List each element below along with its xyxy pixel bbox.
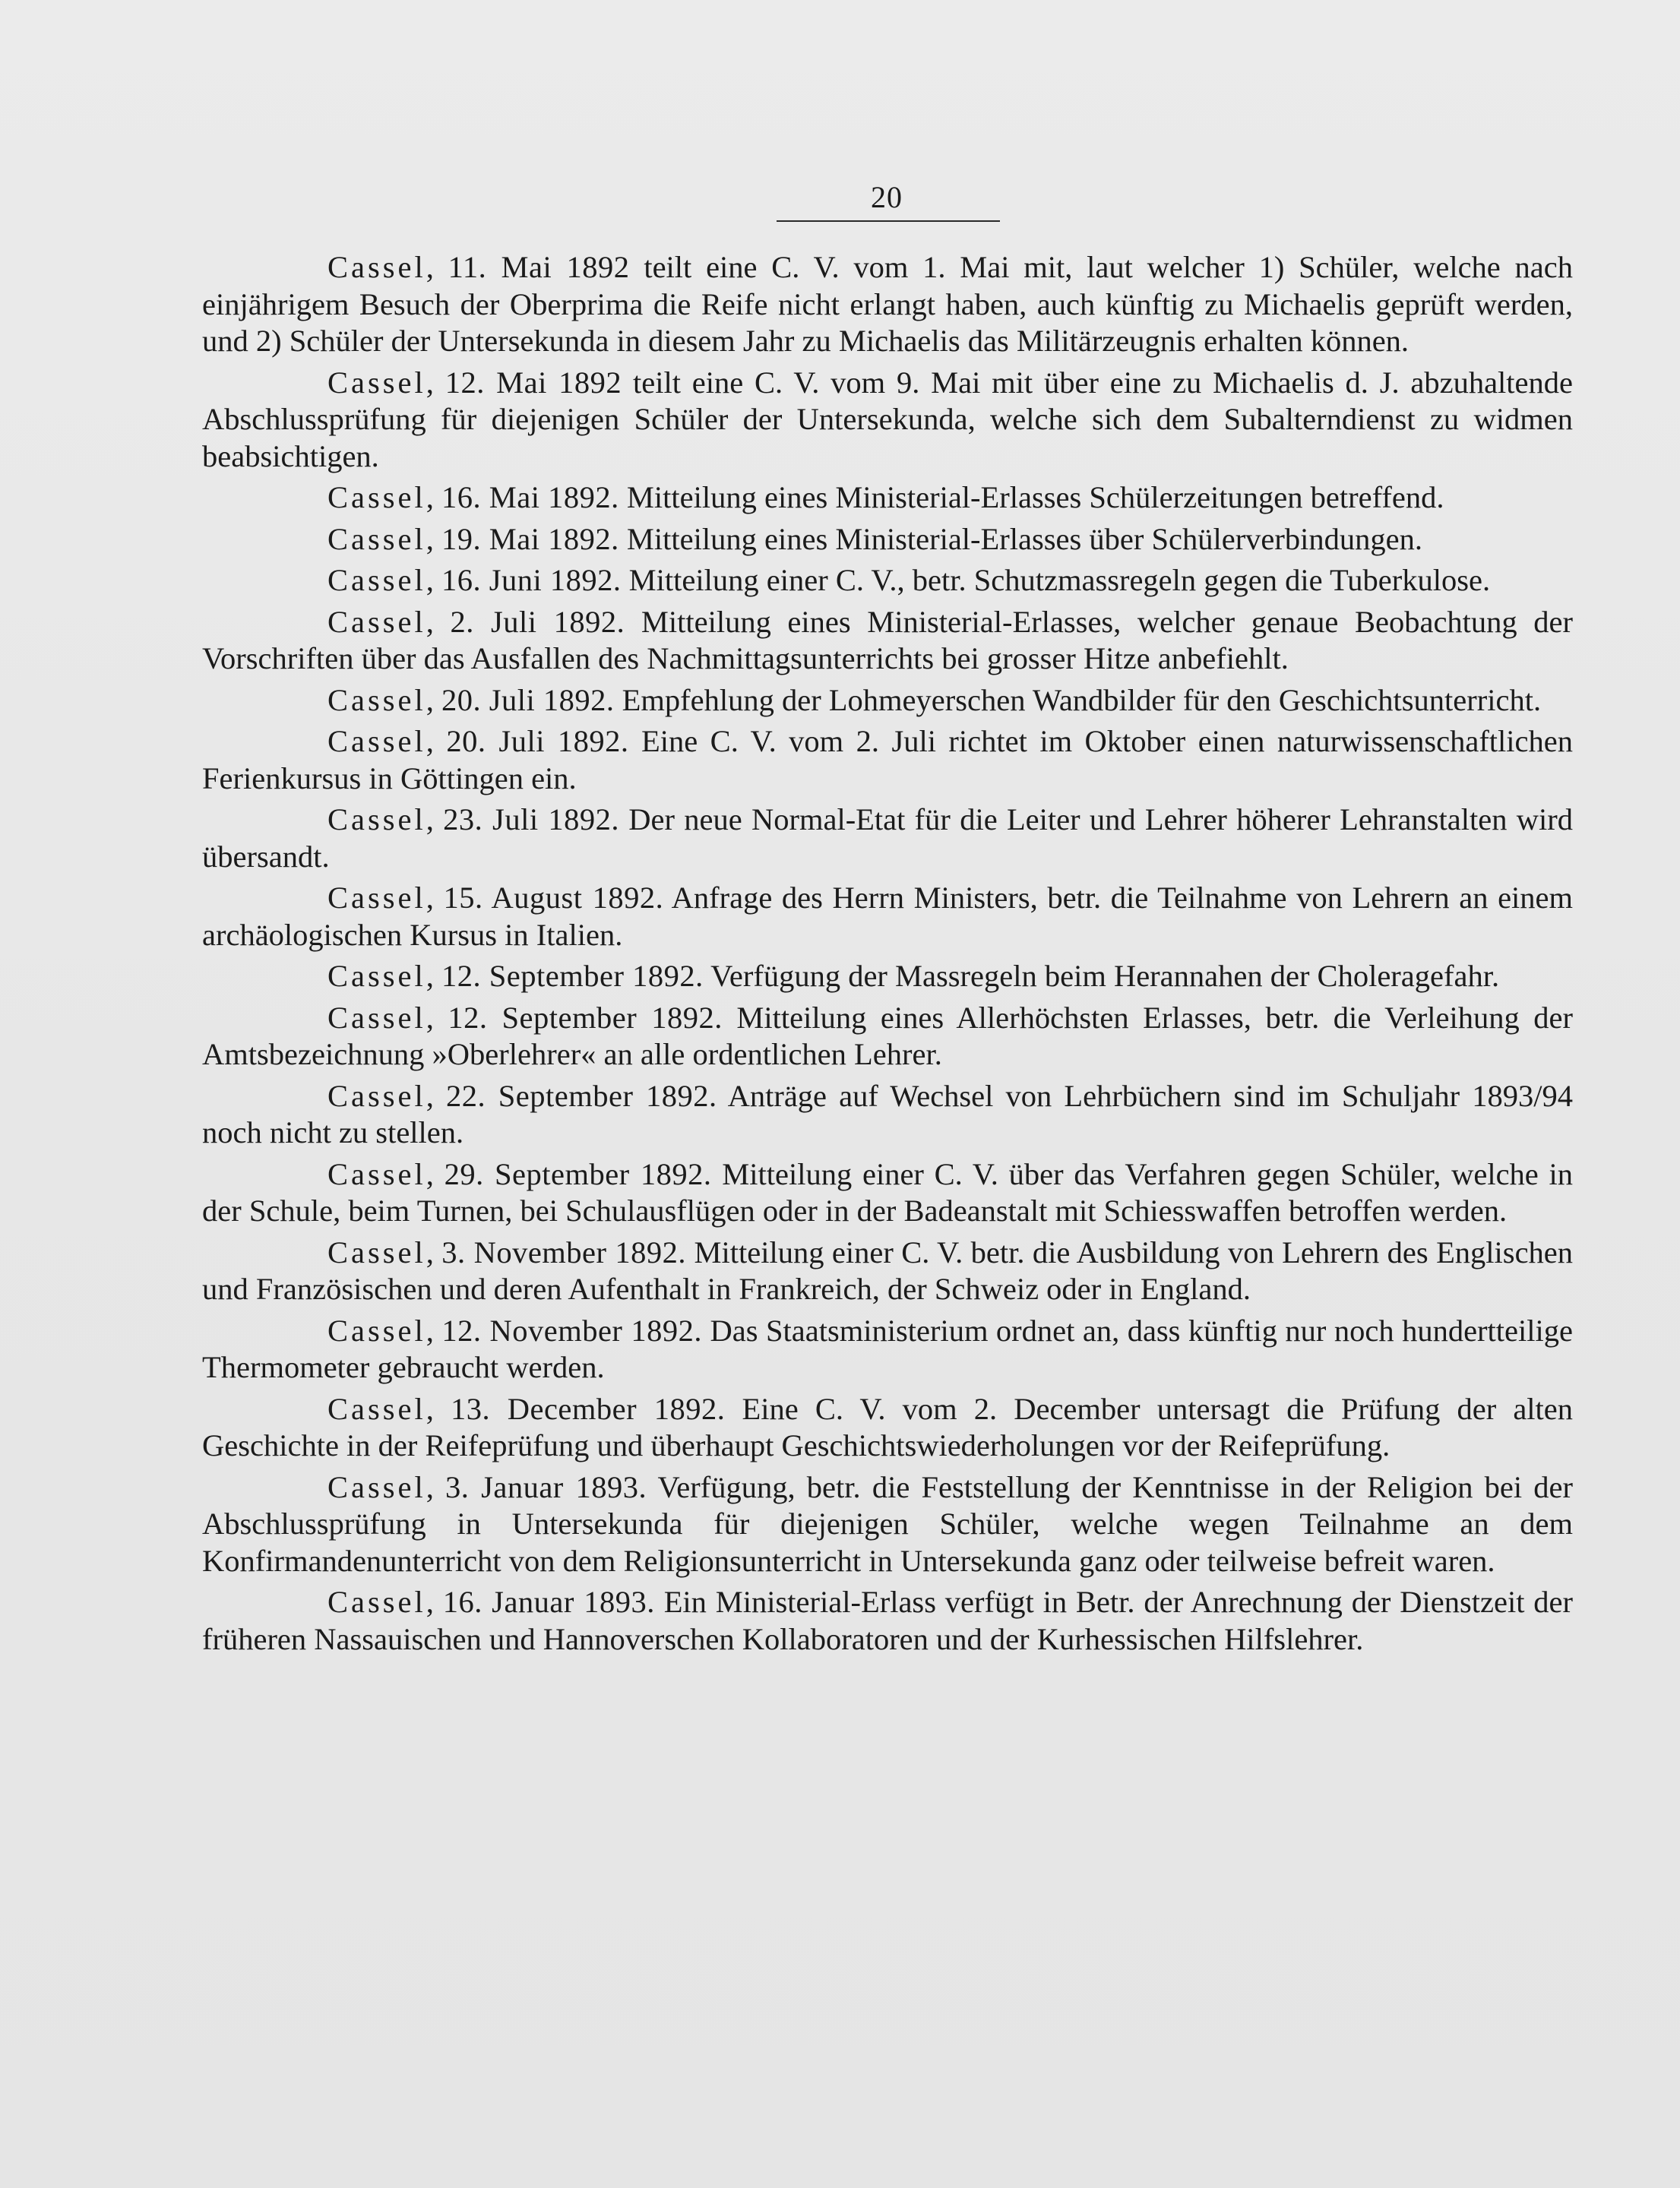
entry-text: teilt eine C. V. vom 1. Mai mit, laut welcher 1) Schüler, welche nach einjährigem Besuch der Oberprima die Reife nicht erlangt haben, auch künftig zu Michaelis geprüft werden, und 2) Schüler der Untersekunda in diesem Jahr zu Michaelis das Militärzeugnis erhalten können. — [202, 250, 1573, 358]
decree-entry: Cassel, 19. Mai 1892. Mitteilung eines Ministerial-Erlasses über Schülerverbindungen. — [327, 521, 1423, 556]
entry-place: Cassel — [327, 1156, 426, 1191]
entry-date: 12. September 1892. — [448, 1000, 723, 1035]
entry-date: 23. Juli 1892. — [443, 802, 619, 836]
entry-place: Cassel — [327, 881, 426, 915]
entry-date: 20. Juli 1892. — [441, 682, 615, 717]
entry-place: Cassel — [327, 480, 426, 514]
entry-date: 3. Januar 1893. — [445, 1469, 647, 1504]
entry-date: 20. Juli 1892. — [446, 724, 629, 758]
entry-date: 11. Mai 1892 — [448, 250, 630, 284]
page-number-rule — [777, 220, 1000, 222]
decree-list — [202, 249, 1573, 1662]
decree-entry: Cassel, 3. Januar 1893. Verfügung, betr. die Feststellung der Kenntnisse in der Religion bei der Abschlussprüfung in Untersekunda für diejenigen Schüler, welche wegen Teilnahme an dem Konfirmandenunterricht von dem Religionsunterricht in Untersekunda ganz oder teilweise befreit waren. — [202, 1469, 1574, 1578]
entry-text: Mitteilung eines Ministerial-Erlasses Schülerzeitungen betreffend. — [626, 480, 1444, 514]
entry-text: Mitteilung eines Allerhöchsten Erlasses, betr. die Verleihung der Amtsbezeichnung »Oberlehrer« an alle ordentlichen Lehrer. — [202, 1000, 1574, 1071]
decree-entry: Cassel, 22. September 1892. Anträge auf Wechsel von Lehrbüchern sind im Schuljahr 1893/94 noch nicht zu stellen. — [202, 1078, 1573, 1149]
decree-entry: Cassel, 15. August 1892. Anfrage des Herrn Ministers, betr. die Teilnahme von Lehrern an einem archäologischen Kursus in Italien. — [202, 881, 1574, 952]
entry-text: Eine C. V. vom 2. December untersagt die Prüfung der alten Geschichte in der Reifeprüfung und überhaupt Geschichtswiederholungen vor der Reifeprüfung. — [202, 1391, 1574, 1462]
entry-place: Cassel — [327, 1391, 426, 1426]
entry-date: 3. November 1892. — [441, 1235, 687, 1269]
entry-place: Cassel — [327, 521, 426, 556]
entry-date: 16. Juni 1892. — [441, 563, 622, 597]
entry-date: 12. Mai 1892 — [445, 365, 622, 400]
entry-date: 12. September 1892. — [441, 959, 704, 993]
entry-text: Das Staatsministerium ordnet an, dass künftig nur noch hundertteilige Thermometer gebraucht werden. — [202, 1313, 1573, 1384]
entry-place: Cassel — [327, 724, 426, 758]
decree-entry: Cassel, 16. Mai 1892. Mitteilung eines Ministerial-Erlasses Schülerzeitungen betreffend. — [327, 480, 1444, 514]
entry-date: 13. December 1892. — [451, 1391, 726, 1426]
entry-place: Cassel — [327, 1469, 426, 1504]
entry-date: 19. Mai 1892. — [441, 521, 619, 556]
entry-date: 2. Juli 1892. — [450, 604, 625, 639]
decree-entry: Cassel, 12. November 1892. Das Staatsministerium ordnet an, dass künftig nur noch hundertteilige Thermometer gebraucht werden. — [202, 1313, 1573, 1384]
decree-entry: Cassel, 12. Mai 1892 teilt eine C. V. vom 9. Mai mit über eine zu Michaelis d. J. abzuhaltende Abschlussprüfung für diejenigen Schüler der Untersekunda, welche sich dem Subalterndienst zu widmen beabsichtigen. — [202, 365, 1574, 473]
decree-entry: Cassel, 16. Januar 1893. Ein Ministerial-Erlass verfügt in Betr. der Anrechnung der Dienstzeit der früheren Nassauischen und Hannoverschen Kollaboratoren und der Kurhessischen Hilfslehrer. — [202, 1585, 1573, 1656]
decree-entry: Cassel, 20. Juli 1892. Eine C. V. vom 2. Juli richtet im Oktober einen naturwissenschaftlichen Ferienkursus in Göttingen ein. — [202, 724, 1574, 795]
entry-place: Cassel — [327, 1235, 426, 1269]
decree-entry: Cassel, 29. September 1892. Mitteilung einer C. V. über das Verfahren gegen Schüler, welche in der Schule, beim Turnen, bei Schulausflügen oder in der Badeanstalt mit Schiesswaffen betroffen werden. — [202, 1156, 1573, 1228]
entry-date: 22. September 1892. — [446, 1078, 717, 1113]
entry-place: Cassel — [327, 802, 426, 836]
entry-text: teilt eine C. V. vom 9. Mai mit über eine zu Michaelis d. J. abzuhaltende Abschlussprüfung für diejenigen Schüler der Untersekunda, welche sich dem Subalterndienst zu widmen beabsichtigen. — [202, 365, 1574, 473]
entry-text: Verfügung der Massregeln beim Herannahen der Choleragefahr. — [710, 959, 1500, 993]
entry-text: Mitteilung eines Ministerial-Erlasses, welcher genaue Beobachtung der Vorschriften über das Ausfallen des Nachmittagsunterrichts bei grosser Hitze anbefiehlt. — [202, 604, 1573, 675]
entry-text: Verfügung, betr. die Feststellung der Kenntnisse in der Religion bei der Abschlussprüfung in Untersekunda für diejenigen Schüler, welche wegen Teilnahme an dem Konfirmandenunterricht von dem Religionsunterricht in Untersekunda ganz oder teilweise befreit waren. — [202, 1469, 1574, 1578]
entry-place: Cassel — [327, 365, 426, 400]
decree-entry: Cassel, 12. September 1892. Mitteilung eines Allerhöchsten Erlasses, betr. die Verleihung der Amtsbezeichnung »Oberlehrer« an alle ordentlichen Lehrer. — [202, 1000, 1574, 1071]
entry-text: Eine C. V. vom 2. Juli richtet im Oktober einen naturwissenschaftlichen Ferienkursus in Göttingen ein. — [202, 724, 1574, 795]
entry-place: Cassel — [327, 1313, 426, 1348]
decree-entry: Cassel, 3. November 1892. Mitteilung einer C. V. betr. die Ausbildung von Lehrern des Englischen und Französischen und deren Aufenthalt in Frankreich, der Schweiz oder in England. — [202, 1235, 1574, 1306]
entry-place: Cassel — [327, 1078, 426, 1113]
entry-text: Anfrage des Herrn Ministers, betr. die Teilnahme von Lehrern an einem archäologischen Kursus in Italien. — [202, 881, 1574, 952]
entry-text: Ein Ministerial-Erlass verfügt in Betr. der Anrechnung der Dienstzeit der früheren Nassauischen und Hannoverschen Kollaboratoren und der Kurhessischen Hilfslehrer. — [202, 1585, 1573, 1656]
entry-place: Cassel — [327, 250, 426, 284]
entry-text: Mitteilung einer C. V. über das Verfahren gegen Schüler, welche in der Schule, beim Turnen, bei Schulausflügen oder in der Badeanstalt mit Schiesswaffen betroffen werden. — [202, 1156, 1573, 1228]
decree-entry: Cassel, 13. December 1892. Eine C. V. vom 2. December untersagt die Prüfung der alten Geschichte in der Reifeprüfung und überhaupt Geschichtswiederholungen vor der Reifeprüfung. — [202, 1391, 1574, 1462]
entry-place: Cassel — [327, 563, 426, 597]
entry-place: Cassel — [327, 1585, 426, 1619]
decree-entry: Cassel, 20. Juli 1892. Empfehlung der Lohmeyerschen Wandbilder für den Geschichtsunterricht. — [327, 682, 1542, 717]
entry-place: Cassel — [327, 604, 426, 639]
entry-date: 15. August 1892. — [443, 881, 664, 915]
entry-date: 12. November 1892. — [441, 1313, 703, 1348]
entry-date: 16. Mai 1892. — [441, 480, 619, 514]
page-number: 20 — [871, 180, 903, 214]
entry-date: 16. Januar 1893. — [442, 1585, 655, 1619]
decree-entry: Cassel, 23. Juli 1892. Der neue Normal-Etat für die Leiter und Lehrer höherer Lehranstalten wird übersandt. — [202, 802, 1573, 874]
entry-text: Mitteilung einer C. V., betr. Schutzmassregeln gegen die Tuberkulose. — [628, 563, 1491, 597]
decree-entry: Cassel, 12. September 1892. Verfügung der Massregeln beim Herannahen der Choleragefahr. — [327, 959, 1500, 993]
entry-text: Anträge auf Wechsel von Lehrbüchern sind im Schuljahr 1893/94 noch nicht zu stellen. — [202, 1078, 1573, 1149]
decree-entry: Cassel, 11. Mai 1892 teilt eine C. V. vom 1. Mai mit, laut welcher 1) Schüler, welche nach einjährigem Besuch der Oberprima die Reife nicht erlangt haben, auch künftig zu Michaelis geprüft werden, und 2) Schüler der Untersekunda in diesem Jahr zu Michaelis das Militärzeugnis erhalten können. — [202, 250, 1573, 358]
entry-place: Cassel — [327, 1000, 426, 1035]
decree-entry: Cassel, 2. Juli 1892. Mitteilung eines Ministerial-Erlasses, welcher genaue Beobachtung der Vorschriften über das Ausfallen des Nachmittagsunterrichts bei grosser Hitze anbefiehlt. — [202, 604, 1573, 675]
decree-entry: Cassel, 16. Juni 1892. Mitteilung einer C. V., betr. Schutzmassregeln gegen die Tuberkulose. — [327, 563, 1491, 597]
entry-text: Mitteilung eines Ministerial-Erlasses über Schülerverbindungen. — [626, 521, 1423, 556]
entry-text: Mitteilung einer C. V. betr. die Ausbildung von Lehrern des Englischen und Französischen und deren Aufenthalt in Frankreich, der Schweiz oder in England. — [202, 1235, 1574, 1306]
entry-place: Cassel — [327, 682, 426, 717]
entry-text: Empfehlung der Lohmeyerschen Wandbilder für den Geschichtsunterricht. — [622, 682, 1542, 717]
entry-text: Der neue Normal-Etat für die Leiter und Lehrer höherer Lehranstalten wird übersandt. — [202, 802, 1573, 874]
entry-date: 29. September 1892. — [444, 1156, 712, 1191]
entry-place: Cassel — [327, 959, 426, 993]
